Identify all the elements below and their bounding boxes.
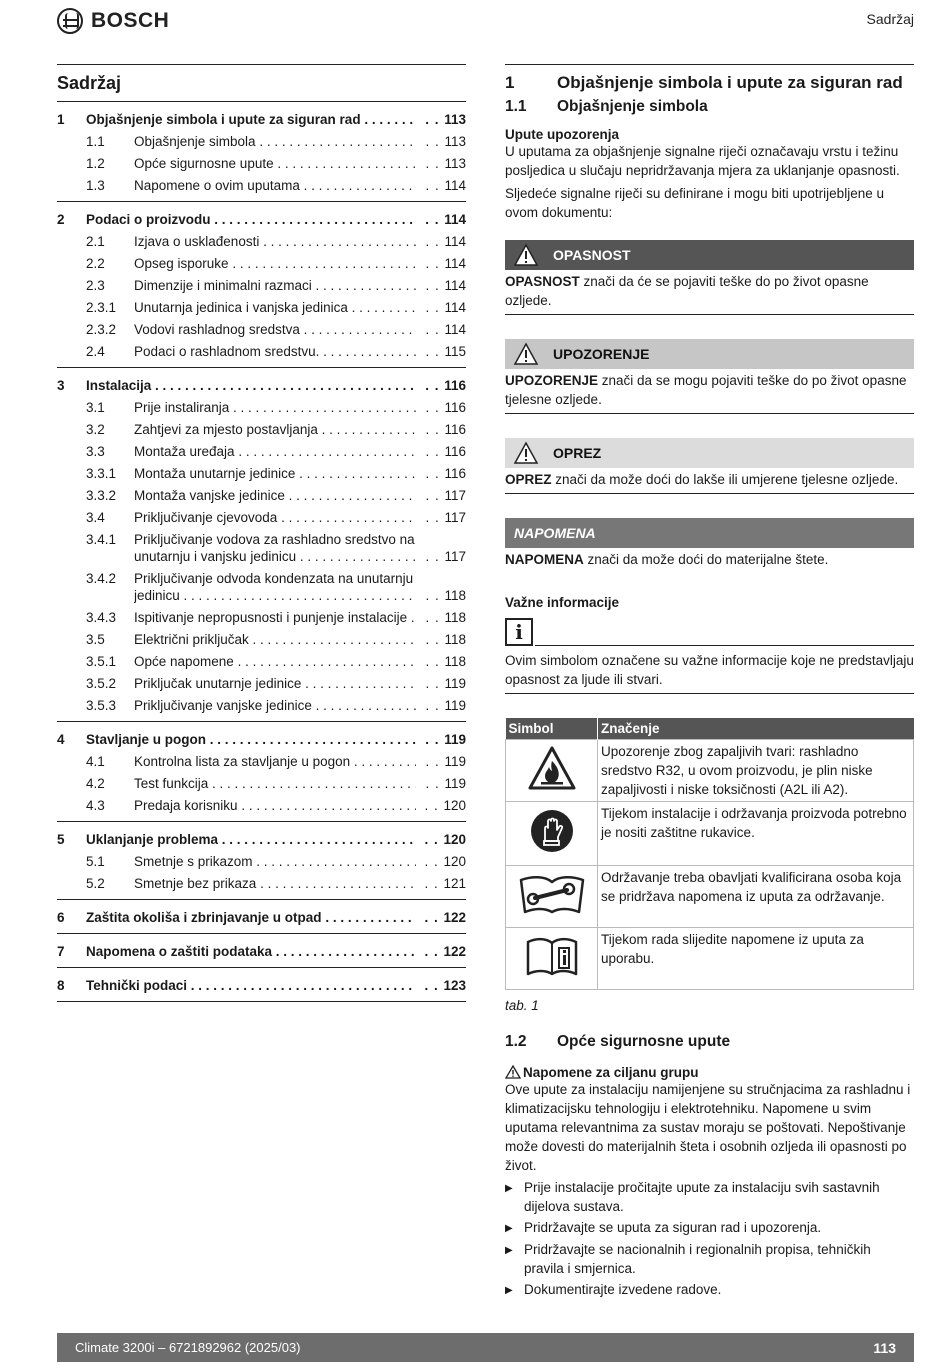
safety-bullets xyxy=(505,1178,914,1300)
brand-logo xyxy=(57,8,169,34)
toc-entry-number: 5 xyxy=(57,831,65,847)
toc-entry-number: 3 xyxy=(57,377,65,393)
caution-word: OPREZ xyxy=(505,472,552,487)
meaning-cell: Održavanje treba obavljati kvalificirana osoba koja se pridržava napomena iz uputa za održavanje. xyxy=(598,865,914,927)
toc-group xyxy=(57,722,466,822)
warnings-heading: Upute upozorenja xyxy=(505,127,619,142)
toc-entry-title: Smetnje bez prikaza . . . xyxy=(134,875,416,892)
table-header-meaning: Značenje xyxy=(598,718,914,739)
toc-entry[interactable] xyxy=(57,108,466,130)
toc-entry-page: . . 118 xyxy=(416,631,466,648)
symbol-cell xyxy=(506,801,598,865)
toc-entry-page: . . 116 xyxy=(416,443,466,460)
toc-entry[interactable] xyxy=(57,484,466,506)
table-row xyxy=(506,865,914,927)
toc-entry-number: 8 xyxy=(57,977,65,993)
toc-entry-number: 2.3.2 xyxy=(86,321,117,337)
danger-desc: znači da će se pojaviti teške do po život opasne ozljede. xyxy=(505,274,869,308)
toc-title: Sadržaj xyxy=(57,64,466,102)
toc-entry-number: 7 xyxy=(57,943,65,959)
toc-entry-number: 2.3 xyxy=(86,277,105,293)
toc-entry[interactable] xyxy=(57,340,466,362)
caution-banner xyxy=(505,438,914,468)
toc-entry-page: . . 114 xyxy=(416,233,466,250)
toc-entry-title: Test funkcija . . . xyxy=(134,775,416,792)
toc-entry-page: . . 119 xyxy=(416,697,466,714)
toc-entry[interactable] xyxy=(57,230,466,252)
warning-triangle-icon xyxy=(505,1065,521,1079)
toc-entry-page: . . 118 xyxy=(416,609,466,626)
toc-entry-title: Opće napomene . . . xyxy=(134,653,416,670)
toc-entry-number: 3.3.2 xyxy=(86,487,117,503)
target-group-title: Napomene za ciljanu grupu xyxy=(523,1064,699,1080)
toc-entry-page: . . 116 xyxy=(416,465,466,482)
toc-entry-page: . . 117 xyxy=(416,487,466,504)
gloves-icon xyxy=(529,808,575,854)
toc-entry[interactable] xyxy=(57,872,466,894)
flammable-warning-icon xyxy=(527,745,577,791)
toc-entry-title: Kontrolna lista za stavljanje u pogon . . . xyxy=(134,753,416,770)
toc-groups xyxy=(57,102,466,1002)
service-manual-icon xyxy=(517,872,587,916)
toc-group xyxy=(57,822,466,900)
symbol-cell xyxy=(506,739,598,801)
divider xyxy=(535,645,914,646)
arrow-bullet-icon: ▶ xyxy=(505,1182,513,1194)
important-info-heading: Važne informacije xyxy=(505,595,620,610)
operating-manual-icon xyxy=(524,934,580,978)
toc-entry-title: Napomene o ovim uputama . . . xyxy=(134,177,416,194)
toc-entry[interactable] xyxy=(57,772,466,794)
toc-entry-title: Ispitivanje nepropusnosti i punjenje instalacije . . . xyxy=(134,609,416,626)
toc-entry[interactable] xyxy=(57,650,466,672)
warnings-signal-intro: Sljedeće signalne riječi su definirane i mogu biti upotrijebljene u ovom dokumentu: xyxy=(505,186,884,220)
toc-entry-page: . . 121 xyxy=(416,875,466,892)
symbol-table xyxy=(505,718,914,990)
toc-entry-title: Električni priključak . . . xyxy=(134,631,416,648)
toc-entry-number: 3.5.2 xyxy=(86,675,117,691)
toc-entry-page: . . 114 xyxy=(416,277,466,294)
toc-entry-number: 5.2 xyxy=(86,875,105,891)
main-content xyxy=(505,64,914,1300)
toc-entry-title: Opće sigurnosne upute . . . xyxy=(134,155,416,172)
toc-entry-page: . . 120 xyxy=(416,831,466,848)
toc-entry-number: 3.4.1 xyxy=(86,531,117,547)
bosch-armature-icon xyxy=(57,8,83,34)
toc-entry-page: . . 114 xyxy=(416,299,466,316)
toc-entry-title xyxy=(134,570,416,604)
toc-entry-number: 2.4 xyxy=(86,343,105,359)
toc-entry-number: 1.2 xyxy=(86,155,105,171)
toc-entry-page: . . 114 xyxy=(416,177,466,194)
toc-entry-title: Unutarnja jedinica i vanjska jedinica . . . xyxy=(134,299,416,316)
toc-entry-page: . . 115 xyxy=(416,343,466,360)
danger-label: OPASNOST xyxy=(553,247,631,263)
list-item xyxy=(505,1280,914,1300)
toc-entry-number: 3.4.3 xyxy=(86,609,117,625)
toc-entry[interactable] xyxy=(57,274,466,296)
toc-entry-title: Stavljanje u pogon . . . xyxy=(86,731,416,748)
toc-entry-page: . . 117 xyxy=(416,509,466,526)
section-number: 1.2 xyxy=(505,1032,527,1050)
list-item-text: Dokumentirajte izvedene radove. xyxy=(524,1281,722,1297)
table-row xyxy=(506,927,914,989)
warning-text xyxy=(505,369,914,414)
toc-entry-number: 4 xyxy=(57,731,65,747)
toc-entry-title: Objašnjenje simbola . . . xyxy=(134,133,416,150)
toc-entry-title: Podaci o rashladnom sredstvu. . . . xyxy=(134,343,416,360)
toc-entry[interactable] xyxy=(57,906,466,928)
toc-entry[interactable] xyxy=(57,130,466,152)
toc-entry-number: 3.4.2 xyxy=(86,570,117,586)
toc-entry-title: Predaja korisniku . . . xyxy=(134,797,416,814)
toc-entry-title: Vodovi rashladnog sredstva . . . xyxy=(134,321,416,338)
toc-entry-title-line2: unutarnju i vanjsku jedinicu xyxy=(134,548,297,564)
warnings-intro: U uputama za objašnjenje signalne riječi označavaju vrstu i težinu posljedica u slučaju nepridržavanja mjera za uklanjanje opasnosti. xyxy=(505,144,900,178)
notice-banner xyxy=(505,518,914,548)
toc-entry[interactable] xyxy=(57,252,466,274)
target-group-heading xyxy=(505,1065,914,1080)
toc-entry-page: . . 119 xyxy=(416,675,466,692)
toc-entry-title: Zaštita okoliša i zbrinjavanje u otpad . . . xyxy=(86,909,416,926)
section-number: 1.1 xyxy=(505,98,527,115)
table-row xyxy=(506,801,914,865)
toc-entry[interactable] xyxy=(57,750,466,772)
toc-entry-page: . . 122 xyxy=(416,909,466,926)
toc-entry[interactable] xyxy=(57,850,466,872)
toc-entry-number: 4.1 xyxy=(86,753,105,769)
toc-entry-page: . . 119 xyxy=(416,775,466,792)
toc-entry-title-line1: Priključivanje odvoda kondenzata na unutarnju xyxy=(134,570,414,586)
notice-desc: znači da može doći do materijalne štete. xyxy=(583,552,829,567)
meaning-cell: Tijekom instalacije i održavanja proizvoda potrebno je nositi zaštitne rukavice. xyxy=(598,801,914,865)
list-item-text: Pridržavajte se nacionalnih i regionalnih propisa, tehničkih pravila i smjernica. xyxy=(524,1241,871,1276)
toc-entry-number: 4.2 xyxy=(86,775,105,791)
toc-entry-number: 2.2 xyxy=(86,255,105,271)
list-item xyxy=(505,1178,914,1216)
toc-group xyxy=(57,934,466,968)
toc-entry-page: . . 116 xyxy=(416,377,466,394)
toc-entry-title: Zahtjevi za mjesto postavljanja . . . xyxy=(134,421,416,438)
warning-banner xyxy=(505,339,914,369)
toc-entry-number: 2 xyxy=(57,211,65,227)
toc-entry-number: 2.1 xyxy=(86,233,105,249)
section-title: Objašnjenje simbola xyxy=(557,98,708,115)
toc-entry[interactable] xyxy=(57,828,466,850)
toc-entry-page: . . 113 xyxy=(416,155,466,172)
warning-desc: znači da se mogu pojaviti teške do po život opasne tjelesne ozljede. xyxy=(505,373,907,407)
table-of-contents xyxy=(57,64,466,1002)
toc-entry-number: 3.5.1 xyxy=(86,653,117,669)
toc-entry-page: . . 122 xyxy=(416,943,466,960)
toc-entry[interactable] xyxy=(57,940,466,962)
warning-triangle-icon xyxy=(513,441,539,465)
toc-entry[interactable] xyxy=(57,606,466,628)
list-item-text: Pridržavajte se uputa za siguran rad i upozorenja. xyxy=(524,1219,822,1235)
toc-entry[interactable] xyxy=(57,396,466,418)
toc-entry-page: . . 113 xyxy=(416,133,466,150)
toc-entry-number: 3.1 xyxy=(86,399,105,415)
toc-entry-page: . . 120 xyxy=(416,797,466,814)
page-footer xyxy=(57,1333,914,1362)
toc-entry-title: Instalacija . . . xyxy=(86,377,416,394)
meaning-cell: Tijekom rada slijedite napomene iz uputa za uporabu. xyxy=(598,927,914,989)
toc-entry[interactable] xyxy=(57,974,466,996)
danger-word: OPASNOST xyxy=(505,274,580,289)
toc-entry-title: Napomena o zaštiti podataka . . . xyxy=(86,943,416,960)
toc-entry-title-line2: jedinicu xyxy=(134,587,180,603)
table-header-symbol: Simbol xyxy=(506,718,598,739)
chapter-number: 1 xyxy=(505,73,515,92)
toc-entry-page: . . 114 xyxy=(416,321,466,338)
toc-entry-page: . . 119 xyxy=(416,753,466,770)
toc-entry[interactable] xyxy=(57,440,466,462)
warning-label: UPOZORENJE xyxy=(553,346,650,362)
toc-entry-number: 6 xyxy=(57,909,65,925)
toc-entry[interactable] xyxy=(57,506,466,528)
toc-entry-number: 3.2 xyxy=(86,421,105,437)
warning-triangle-icon xyxy=(513,342,539,366)
table-row xyxy=(506,739,914,801)
toc-entry[interactable] xyxy=(57,672,466,694)
toc-entry[interactable] xyxy=(57,528,466,567)
toc-entry-number: 4.3 xyxy=(86,797,105,813)
warning-word: UPOZORENJE xyxy=(505,373,599,388)
toc-entry-page: . . 116 xyxy=(416,399,466,416)
toc-entry[interactable] xyxy=(57,418,466,440)
brand-name: BOSCH xyxy=(91,9,170,32)
toc-entry-number: 3.5 xyxy=(86,631,105,647)
toc-entry-page: . . 113 xyxy=(416,111,466,128)
toc-group xyxy=(57,102,466,202)
toc-entry-title: Uklanjanje problema . . . xyxy=(86,831,416,848)
toc-entry[interactable] xyxy=(57,152,466,174)
toc-entry-page: . . 118 xyxy=(416,653,466,670)
toc-entry-title: Priključivanje vanjske jedinice . . . xyxy=(134,697,416,714)
toc-entry-number: 3.4 xyxy=(86,509,105,525)
toc-entry-title: Montaža unutarnje jedinice . . . xyxy=(134,465,416,482)
caution-desc: znači da može doći do lakše ili umjerene tjelesne ozljede. xyxy=(551,472,899,487)
toc-entry-title: Smetnje s prikazom . . . xyxy=(134,853,416,870)
table-caption: tab. 1 xyxy=(505,997,539,1013)
toc-group xyxy=(57,900,466,934)
toc-entry-title: Opseg isporuke . . . xyxy=(134,255,416,272)
warning-triangle-icon xyxy=(513,243,539,267)
toc-entry-number: 3.5.3 xyxy=(86,697,117,713)
section-heading xyxy=(505,98,914,116)
toc-entry-number: 3.3.1 xyxy=(86,465,117,481)
toc-entry-page: . . 123 xyxy=(416,977,466,994)
chapter-heading xyxy=(505,64,914,98)
notice-label: NAPOMENA xyxy=(514,525,596,541)
caution-label: OPREZ xyxy=(553,445,602,461)
symbol-cell xyxy=(506,865,598,927)
toc-entry-number: 1 xyxy=(57,111,65,127)
toc-entry-title xyxy=(134,531,416,565)
toc-entry-title: Dimenzije i minimalni razmaci . . . xyxy=(134,277,416,294)
toc-entry-title-line1: Priključivanje vodova za rashladno sredstvo na xyxy=(134,531,415,547)
arrow-bullet-icon: ▶ xyxy=(505,1244,513,1256)
toc-entry-title: Prije instaliranja . . . xyxy=(134,399,416,416)
toc-group xyxy=(57,968,466,1002)
section-heading xyxy=(505,1033,914,1051)
toc-entry[interactable] xyxy=(57,374,466,396)
arrow-bullet-icon: ▶ xyxy=(505,1284,513,1296)
toc-entry-number: 1.3 xyxy=(86,177,105,193)
toc-entry[interactable] xyxy=(57,174,466,196)
toc-entry-page: . . 117 xyxy=(416,548,466,565)
toc-entry-page: . . 118 xyxy=(416,587,466,604)
caution-text xyxy=(505,468,914,494)
info-icon: i xyxy=(505,618,533,646)
toc-entry[interactable] xyxy=(57,628,466,650)
toc-entry[interactable] xyxy=(57,694,466,716)
list-item xyxy=(505,1218,914,1238)
important-info-text: Ovim simbolom označene su važne informacije koje ne predstavljaju opasnost za ljude ili stvari. xyxy=(505,646,914,694)
toc-entry-title: Montaža vanjske jedinice . . . xyxy=(134,487,416,504)
toc-group xyxy=(57,368,466,722)
toc-entry-title: Priključivanje cjevovoda . . . xyxy=(134,509,416,526)
toc-entry-page: . . 119 xyxy=(416,731,466,748)
page-number: 113 xyxy=(873,1339,896,1356)
toc-entry[interactable] xyxy=(57,567,466,606)
danger-banner xyxy=(505,240,914,270)
toc-entry-title: Priključak unutarnje jedinice . . . xyxy=(134,675,416,692)
toc-entry[interactable] xyxy=(57,208,466,230)
danger-text xyxy=(505,270,914,315)
target-group-text: Ove upute za instalaciju namijenjene su stručnjacima za rashladnu i klimatizacijsku tehnologiju i elektrotehniku. Napomene u svim uputama relevantnima za sustav moraju se poštovati. Nepoštivanje može dovesti do materijalnih šteta i osobnih ozljeda ili opasnosti po život. xyxy=(505,1081,911,1173)
toc-entry-page: . . 116 xyxy=(416,421,466,438)
toc-entry-number: 5.1 xyxy=(86,853,105,869)
toc-entry-title: Montaža uređaja . . . xyxy=(134,443,416,460)
toc-entry[interactable] xyxy=(57,462,466,484)
notice-word: NAPOMENA xyxy=(505,552,584,567)
toc-entry[interactable] xyxy=(57,318,466,340)
toc-entry-number: 2.3.1 xyxy=(86,299,117,315)
toc-entry-number: 1.1 xyxy=(86,133,105,149)
list-item-text: Prije instalacije pročitajte upute za instalaciju svih sastavnih dijelova sustava. xyxy=(524,1179,880,1214)
toc-entry-page: . . 114 xyxy=(416,211,466,228)
section-title: Sadržaj xyxy=(866,11,914,27)
list-item xyxy=(505,1240,914,1278)
section-title: Opće sigurnosne upute xyxy=(557,1032,731,1050)
notice-text xyxy=(505,548,914,573)
toc-group xyxy=(57,202,466,368)
toc-entry-title: Tehnički podaci . . . xyxy=(86,977,416,994)
toc-entry-number: 3.3 xyxy=(86,443,105,459)
toc-entry-page: . . 120 xyxy=(416,853,466,870)
chapter-title: Objašnjenje simbola i upute za siguran rad xyxy=(557,73,903,92)
toc-entry-title: Objašnjenje simbola i upute za siguran rad . . . xyxy=(86,111,416,128)
meaning-cell: Upozorenje zbog zapaljivih tvari: rashladno sredstvo R32, u ovom proizvodu, je plin niske zapaljivosti i niske toksičnosti (A2L ili A2). xyxy=(598,739,914,801)
toc-entry-page: . . 114 xyxy=(416,255,466,272)
arrow-bullet-icon: ▶ xyxy=(505,1222,513,1234)
document-id: Climate 3200i – 6721892962 (2025/03) xyxy=(75,1340,301,1355)
toc-entry-title: Podaci o proizvodu . . . xyxy=(86,211,416,228)
toc-entry[interactable] xyxy=(57,728,466,750)
toc-entry[interactable] xyxy=(57,296,466,318)
toc-entry-title: Izjava o usklađenosti . . . xyxy=(134,233,416,250)
toc-entry[interactable] xyxy=(57,794,466,816)
important-info-row xyxy=(505,618,914,646)
symbol-cell xyxy=(506,927,598,989)
